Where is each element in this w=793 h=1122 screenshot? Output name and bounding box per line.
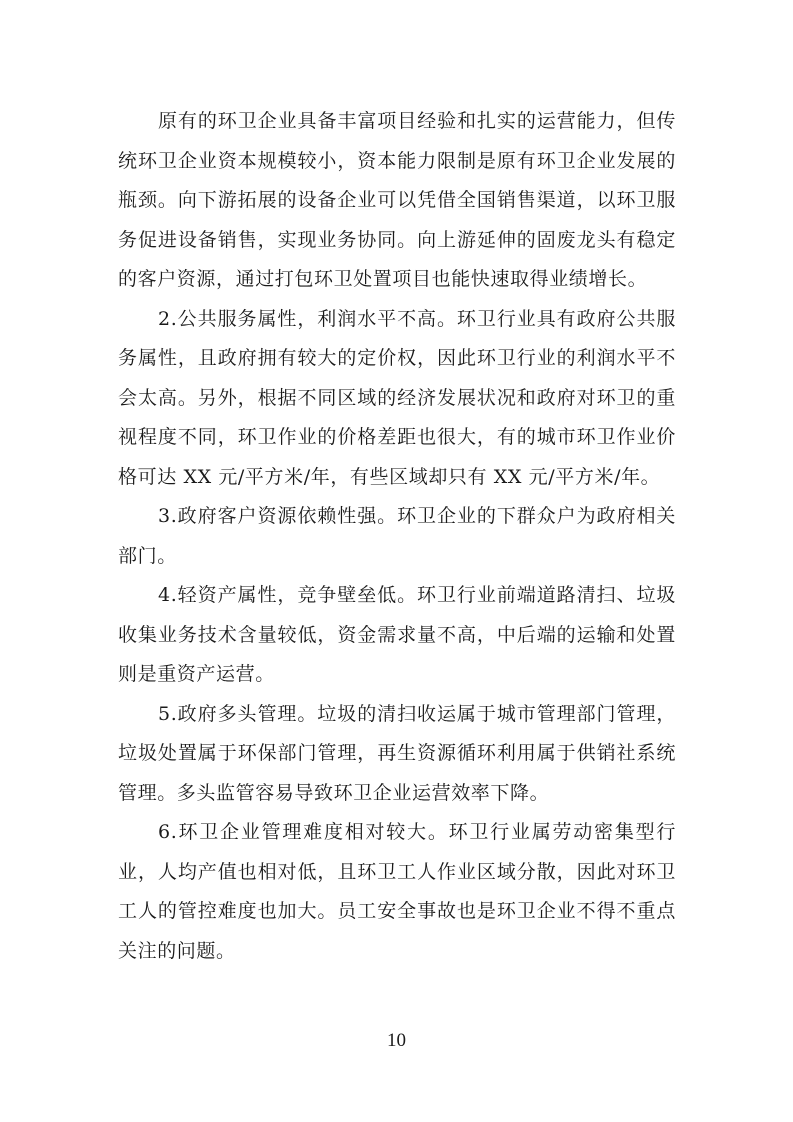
document-body [118, 102, 676, 971]
paragraph-light-assets: 4.轻资产属性，竞争壁垒低。环卫行业前端道路清扫、垃圾收集业务技术含量较低，资金需求量不高，中后端的运输和处置则是重资产运营。 [118, 584, 676, 685]
paragraph-multi-management: 5.政府多头管理。垃圾的清扫收运属于城市管理部门管理，垃圾处置属于环保部门管理，再生资源循环利用属于供销社系统管理。多头监管容易导致环卫企业运营效率下降。 [118, 702, 676, 804]
paragraph-management-difficulty: 6.环卫企业管理难度相对较大。环卫行业属劳动密集型行业，人均产值也相对低，且环卫工人作业区域分散，因此对环卫工人的管控难度也加大。员工安全事故也是环卫企业不得不重点关注的问题。 [118, 821, 676, 962]
paragraph-intro: 原有的环卫企业具备丰富项目经验和扎实的运营能力，但传统环卫企业资本规模较小，资本能力限制是原有环卫企业发展的瓶颈。向下游拓展的设备企业可以凭借全国销售渠道，以环卫服务促进设备销售，实现业务协同。向上游延伸的固废龙头有稳定的客户资源，通过打包环卫处置项目也能快速取得业绩增长。 [118, 110, 676, 290]
paragraph-public-service: 2.公共服务属性，利润水平不高。环卫行业具有政府公共服务属性，且政府拥有较大的定价权，因此环卫行业的利润水平不会太高。另外，根据不同区域的经济发展状况和政府对环卫的重视程度不同，环卫作业的价格差距也很大，有的城市环卫作业价格可达 XX 元/平方米/年，有些区域却只有 XX 元/平方米/年。 [118, 307, 676, 488]
page-number: 10 [387, 1030, 406, 1051]
paragraph-government-clients: 3.政府客户资源依赖性强。环卫企业的下群众户为政府相关部门。 [118, 505, 676, 567]
